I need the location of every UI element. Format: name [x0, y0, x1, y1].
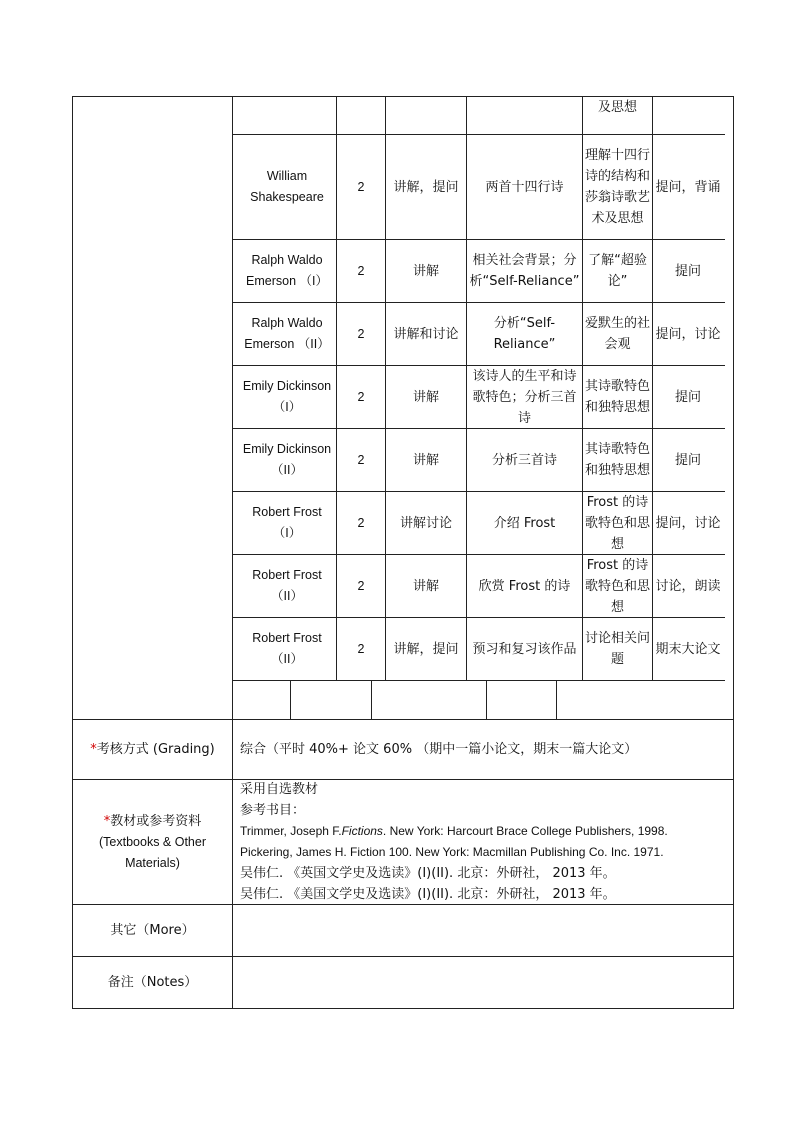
goal-cell: 理解十四行诗的结构和莎翁诗歌艺术及思想 — [585, 148, 650, 226]
grading-value: 综合（平时 40%+ 论文 60% （期中一篇小论文，期末一篇大论文） — [240, 742, 638, 757]
topic-cell: William Shakespeare — [250, 169, 324, 204]
assessment-cell: 讨论，朗读 — [655, 578, 721, 594]
col-line — [652, 96, 653, 681]
method-cell: 讲解 — [412, 263, 439, 279]
topic-cell: Ralph Waldo Emerson （II） — [244, 316, 330, 351]
goal-cell: Frost 的诗歌特色和思想 — [585, 494, 650, 552]
reference-2: Pickering, James H. Fiction 100. New York: Macmillan Publishing Co. Inc. 1971. — [240, 845, 664, 859]
goal-cell: 其诗歌特色和独特思想 — [585, 442, 650, 478]
goal-cell: 了解“超验论” — [588, 253, 647, 289]
empty-row-col-line — [486, 681, 487, 719]
label-column-divider — [232, 96, 233, 1009]
hours-cell: 2 — [357, 326, 365, 341]
hours-cell: 2 — [357, 179, 365, 194]
assessment-cell: 提问，讨论 — [655, 326, 721, 342]
notes-label: 备注（Notes） — [107, 975, 198, 990]
goal-cell: Frost 的诗歌特色和思想 — [585, 557, 650, 615]
topic-cell: Robert Frost （II） — [252, 631, 322, 666]
assessment-cell: 期末大论文 — [655, 641, 721, 657]
other-label: 其它（More） — [110, 923, 195, 938]
topic-cell: Robert Frost （II） — [252, 568, 322, 603]
goal-cell: 讨论相关问题 — [585, 631, 650, 667]
content-cell: 欣赏 Frost 的诗 — [478, 578, 571, 594]
empty-row-col-line — [371, 681, 372, 719]
content-cell: 分析三首诗 — [491, 452, 557, 468]
materials-line-1: 采用自选教材 — [240, 782, 319, 797]
col-line — [466, 96, 467, 681]
reference-3: 吴伟仁. 《英国文学史及选读》(I)(II). 北京：外研社， 2013 年。 — [240, 866, 616, 881]
reference-1: Trimmer, Joseph F.Fictions. New York: Harcourt Brace College Publishers, 1998. — [240, 824, 668, 838]
content-cell: 分析“Self-Reliance” — [493, 316, 556, 352]
required-asterisk: * — [90, 742, 97, 757]
topic-cell: Ralph Waldo Emerson （I） — [246, 253, 328, 288]
content-cell: 该诗人的生平和诗歌特色；分析三首诗 — [472, 368, 577, 426]
goal-cell: 及思想 — [597, 100, 637, 115]
goal-cell: 其诗歌特色和独特思想 — [585, 379, 650, 415]
method-cell: 讲解，提问 — [393, 179, 459, 195]
content-cell: 介绍 Frost — [493, 515, 556, 531]
assessment-cell: 提问 — [674, 452, 701, 468]
empty-row-col-line — [556, 681, 557, 719]
required-asterisk: * — [103, 813, 111, 829]
method-cell: 讲解 — [412, 389, 439, 405]
hours-cell: 2 — [357, 389, 365, 404]
hours-cell: 2 — [357, 452, 365, 467]
content-cell: 两首十四行诗 — [485, 179, 564, 195]
topic-cell: Emily Dickinson （II） — [242, 442, 332, 477]
assessment-cell: 提问 — [674, 389, 701, 405]
reference-4: 吴伟仁. 《美国文学史及选读》(I)(II). 北京：外研社， 2013 年。 — [240, 887, 616, 902]
topic-cell: Robert Frost （I） — [252, 505, 322, 540]
method-cell: 讲解 — [412, 578, 439, 594]
topic-cell: Emily Dickinson （I） — [242, 379, 332, 414]
method-cell: 讲解和讨论 — [393, 326, 459, 342]
assessment-cell: 提问，讨论 — [655, 515, 721, 531]
hours-cell: 2 — [357, 263, 365, 278]
content-cell: 相关社会背景；分析“Self-Reliance” — [469, 253, 580, 289]
goal-cell: 爱默生的社会观 — [585, 316, 650, 352]
hours-cell: 2 — [357, 515, 365, 530]
col-line — [582, 96, 583, 681]
materials-label: *教材或参考资料 (Textbooks & Other Materials) — [99, 813, 206, 870]
hours-cell: 2 — [357, 641, 365, 656]
table-border-right — [733, 96, 734, 1009]
method-cell: 讲解讨论 — [399, 515, 452, 531]
method-cell: 讲解，提问 — [393, 641, 459, 657]
content-cell: 预习和复习该作品 — [472, 641, 577, 657]
method-cell: 讲解 — [412, 452, 439, 468]
assessment-cell: 提问，背诵 — [655, 179, 721, 195]
hours-cell: 2 — [357, 578, 365, 593]
grading-label: *考核方式 (Grading) — [90, 742, 215, 757]
assessment-cell: 提问 — [674, 263, 701, 279]
table-border-bottom — [72, 1008, 734, 1009]
materials-line-2: 参考书目： — [240, 803, 306, 818]
col-line — [385, 96, 386, 681]
empty-row-col-line — [290, 681, 291, 719]
